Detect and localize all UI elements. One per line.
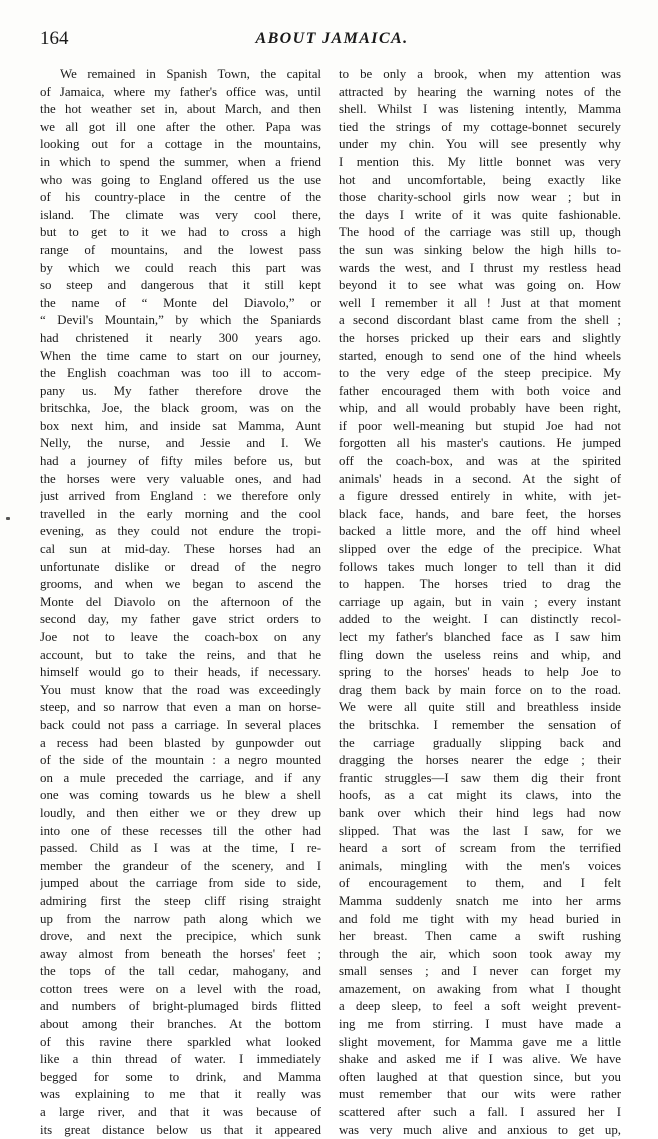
text-line: dragging the horses nearer the edge ; their — [339, 753, 621, 768]
text-line: of his country-place in the centre of the — [40, 190, 321, 205]
text-line: heard a sort of scream from the terrified — [339, 841, 621, 856]
text-line: a figure dressed entirely in white, with jet- — [339, 489, 621, 504]
text-line: we all got ill one after the other. Papa was — [40, 119, 321, 134]
text-line: scattered after such a fall. I assured her I — [339, 1105, 621, 1120]
text-line: the horses were very valuable ones, and had — [40, 471, 321, 486]
text-line: travelled in the early morning and the cool — [40, 506, 321, 521]
text-line: admiring first the steep cliff rising straight — [40, 893, 321, 908]
text-line: cal sun at mid-day. These horses had an — [40, 542, 321, 557]
text-line: second day, my father gave strict orders to — [40, 612, 321, 627]
text-line: into one of these recesses till the other had — [40, 823, 321, 838]
text-line: like a thin thread of water. I immediately — [40, 1052, 321, 1067]
text-line: animals, mingling with the men's voices — [339, 858, 621, 873]
text-line: often laughed at that question since, but you — [339, 1069, 621, 1084]
text-line: its great distance below us that it appeared — [40, 1122, 321, 1137]
text-line: loudly, and then either we or they drew up — [40, 805, 321, 820]
text-line: must remember that our wits were rather — [339, 1087, 621, 1102]
text-line: drag them back by main force on to the road. — [339, 682, 621, 697]
text-line: ing me from stirring. I must have made a — [339, 1017, 621, 1032]
text-line: slipped. That was the last I saw, for we — [339, 823, 621, 838]
text-line: of encouragement to them, and I felt — [339, 876, 621, 891]
text-line: island. The climate was very cool there, — [40, 207, 321, 222]
text-line: begged for some to drink, and Mamma — [40, 1069, 321, 1084]
text-line: through the air, which soon took away my — [339, 946, 621, 961]
text-line: amazement, on awaking from what I thought — [339, 981, 621, 996]
text-line: shake and asked me if I was alive. We have — [339, 1052, 621, 1067]
text-line: started, enough to send one of the hind wheels — [339, 348, 621, 363]
text-line: but to get to it we had to cross a high — [40, 225, 321, 240]
text-line: account, but to take the reins, and that he — [40, 647, 321, 662]
text-line: a large river, and that it was because of — [40, 1105, 321, 1120]
text-line: grooms, and when we began to ascend the — [40, 577, 321, 592]
text-line: of Jamaica, where my father's office was, until — [40, 84, 321, 99]
text-line: slipped over the edge of the precipice. What — [339, 542, 621, 557]
text-line: looking out for a cottage in the mountains, — [40, 137, 321, 152]
text-line: passed. Child as I was at the time, I re- — [40, 841, 321, 856]
text-line: the carriage gradually slipping back and — [339, 735, 621, 750]
text-line: range of mountains, and the lowest pass — [40, 242, 321, 257]
text-line: had a journey of fifty miles before us, but — [40, 454, 321, 469]
page-header — [40, 28, 624, 54]
text-line: added to the weight. I can distinctly recol- — [339, 612, 621, 627]
text-line: follows takes much longer to tell than it did — [339, 559, 621, 574]
text-column-left — [40, 66, 321, 1139]
text-line: the days I write of it was quite fashionable. — [339, 207, 621, 222]
text-line: hot and uncomfortable, being exactly like — [339, 172, 621, 187]
text-line: shell. Whilst I was listening intently, Mamma — [339, 102, 621, 117]
text-line: was very much alive and anxious to get up, — [339, 1122, 621, 1137]
text-line: off the coach-box, and was at the spirited — [339, 454, 621, 469]
text-line: had christened it nearly 300 years ago. — [40, 330, 321, 345]
text-line: and numbers of bright-plumaged birds flitted — [40, 999, 321, 1014]
text-line: spring to the horses' heads to help Joe to — [339, 665, 621, 680]
text-line: by which we could reach this part was — [40, 260, 321, 275]
text-line: so steep and dangerous that it still kept — [40, 278, 321, 293]
text-line: the name of “ Monte del Diavolo,” or — [40, 295, 321, 310]
text-line: carriage up again, but in vain ; every instant — [339, 594, 621, 609]
text-line: box next him, and inside sat Mamma, Aunt — [40, 418, 321, 433]
text-line: a second discordant blast came from the shell ; — [339, 313, 621, 328]
text-line: We were all quite still and breathless inside — [339, 700, 621, 715]
text-line: backed a little more, and the off hind wheel — [339, 524, 621, 539]
text-line: the britschka. I remember the sensation of — [339, 717, 621, 732]
text-line: Joe not to leave the coach-box on any — [40, 630, 321, 644]
text-line: animals' heads in a second. At the sight of — [339, 471, 621, 486]
text-line: I mention this. My little bonnet was very — [339, 154, 621, 169]
text-line: hoofs, as a cat might its claws, into the — [339, 788, 621, 803]
text-line: slight movement, for Mamma gave me a little — [339, 1034, 621, 1049]
text-line: attracted by hearing the warning notes of the — [339, 84, 621, 99]
text-line: Monte del Diavolo on the afternoon of the — [40, 594, 321, 609]
text-line: the horses pricked up their ears and slightly — [339, 330, 621, 345]
text-line: You must know that the road was exceedingly — [40, 682, 321, 697]
text-line: on a mule preceded the carriage, and if any — [40, 770, 321, 785]
text-line: beyond it to see what was going on. How — [339, 278, 621, 293]
text-line: evening, as they could not endure the tropi- — [40, 524, 321, 539]
text-line: whip, and all would probably have been right, — [339, 401, 621, 416]
text-line: black face, hands, and bare feet, the horses — [339, 506, 621, 521]
text-line: to happen. The horses tried to drag the — [339, 577, 621, 592]
text-line: who was going to England offered us the use — [40, 172, 321, 187]
text-line: Nelly, the nurse, and Jessie and I. We — [40, 436, 321, 451]
text-line: the English coachman was too ill to accom- — [40, 366, 321, 381]
text-line: We remained in Spanish Town, the capital — [60, 67, 321, 81]
text-line: the hot weather set in, about March, and then — [40, 102, 321, 117]
text-line: himself would go to their heads, if necessary. — [40, 665, 321, 680]
text-line: forgotten all his master's cautions. He jumped — [339, 436, 621, 451]
text-line: a deep sleep, to feel a soft weight prevent- — [339, 999, 621, 1014]
text-line: father encouraged them with both voice and — [339, 383, 621, 398]
text-line: the sun was sinking below the high hills to- — [339, 242, 621, 257]
text-line: under my chin. You will see presently why — [339, 137, 621, 152]
text-line: to be only a brook, when my attention was — [339, 67, 621, 81]
text-line: frantic struggles—I saw them dig their front — [339, 770, 621, 785]
text-line: a recess had been blasted by gunpowder out — [40, 735, 321, 750]
text-line: up from the narrow path along which we — [40, 911, 321, 926]
text-line: away almost from beneath the horses' feet ; — [40, 946, 321, 961]
text-line: “ Devil's Mountain,” by which the Spaniards — [40, 313, 321, 328]
text-line: of the side of the mountain : a negro mounted — [40, 753, 321, 768]
text-line: tied the strings of my cottage-bonnet securely — [339, 119, 621, 134]
text-line: if poor well-meaning but stupid Joe had not — [339, 418, 621, 433]
text-line: The hood of the carriage was still up, though — [339, 225, 621, 240]
text-line: well I remember it all ! Just at that moment — [339, 295, 621, 310]
text-line: small senses ; and I never can forget my — [339, 964, 621, 979]
text-line: the tops of the tall cedar, mahogany, and — [40, 964, 321, 979]
text-line: to the very edge of the steep precipice. My — [339, 366, 621, 381]
running-title: ABOUT JAMAICA. — [255, 30, 409, 47]
text-line: her breast. Then came a swift rushing — [339, 929, 621, 944]
text-line: jumped about the carriage from side to side, — [40, 876, 321, 891]
text-line: fling down the useless reins and whip, and — [339, 647, 621, 662]
text-line: was explaining to me that it really was — [40, 1087, 321, 1102]
text-line: pany us. My father therefore drove the — [40, 383, 321, 398]
text-line: one was coming towards us he blew a shell — [40, 788, 321, 803]
text-line: about among their branches. At the bottom — [40, 1017, 321, 1032]
text-line: wards the west, and I thrust my restless head — [339, 260, 621, 275]
text-line: unfortunate dislike or dread of the negro — [40, 559, 321, 574]
text-line: drove, and next the precipice, which sunk — [40, 929, 321, 944]
text-line: steep, and so narrow that even a man on horse- — [40, 700, 321, 715]
text-line: just arrived from England : we therefore only — [40, 489, 321, 504]
text-line: of this ravine there sparkled what looked — [40, 1034, 321, 1049]
text-column-right — [339, 66, 621, 1139]
margin-ink-mark — [6, 517, 10, 520]
text-line: member the grandeur of the scenery, and I — [40, 858, 321, 873]
text-line: lect my father's blanched face as I saw him — [339, 630, 621, 644]
text-line: cotton trees were on a level with the road, — [40, 981, 321, 996]
text-line: in which to spend the summer, when a friend — [40, 154, 321, 169]
text-line: bank over which their hind legs had now — [339, 805, 621, 820]
text-line: those charity-school girls now wear ; but in — [339, 190, 621, 205]
text-line: Mamma suddenly snatch me into her arms — [339, 893, 621, 908]
text-line: When the time came to start on our journey, — [40, 348, 321, 363]
text-line: and fold me tight with my head buried in — [339, 911, 621, 926]
text-line: britschka, Joe, the black groom, was on the — [40, 401, 321, 416]
page-number: 164 — [40, 28, 69, 49]
text-line: back could not pass a carriage. In several places — [40, 717, 321, 732]
